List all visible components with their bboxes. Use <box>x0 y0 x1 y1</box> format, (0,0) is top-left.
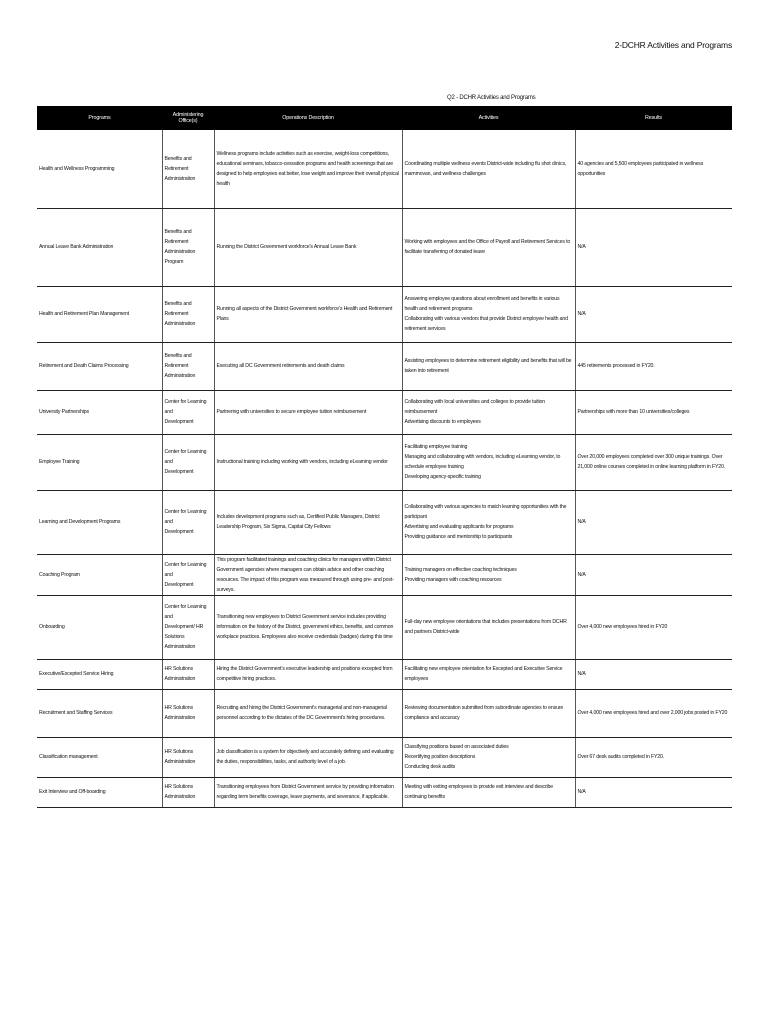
activities-cell <box>402 595 575 659</box>
activities-cell <box>402 208 575 286</box>
office-line: Administration <box>164 321 196 327</box>
program-cell: Onboarding <box>37 595 162 659</box>
activity-line: Providing managers with coaching resources <box>404 576 502 583</box>
activity-line: Training managers on effective coaching techniques <box>404 566 517 573</box>
activity-line: Collaborating with local universities and colleges to provide tuition reimbursement <box>404 399 545 415</box>
program-cell: Classification management <box>37 737 162 777</box>
table-row <box>37 390 732 434</box>
column-header-administering-offices: Administering Office(s) <box>162 106 214 130</box>
table-caption: Q2 - DCHR Activities and Programs <box>447 95 536 101</box>
results-cell: N/A <box>575 777 732 807</box>
administering-office-cell <box>162 689 214 737</box>
activity-line: Working with employees and the Office of Payroll and Retirement Services to facilitate transferring of donated leave <box>404 239 571 255</box>
results-cell: 445 retirements processed in FY20. <box>575 342 732 390</box>
activities-cell <box>402 554 575 595</box>
program-cell: Employee Training <box>37 434 162 490</box>
activities-cell <box>402 659 575 689</box>
activity-line: Coordinating multiple wellness events District-wide including flu shot clinics, mammovan, and wellness challenges <box>404 160 567 177</box>
operations-description-cell: Running the District Government workforce's Annual Leave Bank <box>214 208 402 286</box>
activity-line: Classifying positions based on associated duties <box>404 744 509 750</box>
program-cell: Recruitment and Staffing Services <box>37 689 162 737</box>
table-row <box>37 434 732 490</box>
results-cell: N/A <box>575 208 732 286</box>
office-line: Retirement <box>164 165 189 172</box>
activity-line: Collaborating with various vendors that provide District employee health and retirement services <box>404 316 568 332</box>
office-line: Development <box>164 529 194 535</box>
activities-cell <box>402 689 575 737</box>
office-line: Benefits and <box>164 155 192 162</box>
activity-line: Answering employee questions about enrollment and benefits in various health and retirement programs <box>404 296 560 312</box>
administering-office-cell <box>162 434 214 490</box>
administering-office-cell <box>162 286 214 342</box>
activities-cell <box>402 777 575 807</box>
results-cell: Over 4,000 new employees hired and over 2,000 jobs posted in FY20 <box>575 689 732 737</box>
activities-programs-table <box>37 106 732 808</box>
activity-line: Collaborating with various agencies to match learning opportunities with the participant <box>404 504 567 520</box>
table-row <box>37 689 732 737</box>
program-cell: Exit Interview and Off-boarding <box>37 777 162 807</box>
operations-description-cell: Partnering with universities to secure employee tuition reimbursement <box>214 390 402 434</box>
office-line: Center for Learning and <box>164 561 207 578</box>
administering-office-cell <box>162 659 214 689</box>
office-line: Program <box>164 259 184 265</box>
column-header-operations-description: Operations Description <box>214 106 402 130</box>
results-cell: 40 agencies and 5,500 employees participated in wellness opportunities <box>575 130 732 208</box>
office-line: Center for Learning and <box>164 509 207 525</box>
results-cell: N/A <box>575 659 732 689</box>
program-cell: Executive/Excepted Service Hiring <box>37 659 162 689</box>
results-cell: N/A <box>575 286 732 342</box>
activity-line: Conducting desk audits <box>404 764 456 770</box>
office-line: Administration <box>164 715 196 721</box>
column-header-results: Results <box>575 106 732 130</box>
activity-line: Meeting with exiting employees to provide exit interview and describe continuing benefits <box>404 784 554 800</box>
activity-line: Managing and collaborating with vendors, including eLearning vendor, to schedule employee training <box>404 454 561 470</box>
program-cell: Health and Wellness Programming <box>37 130 162 208</box>
results-cell: Over 4,000 new employees hired in FY20 <box>575 595 732 659</box>
activities-cell <box>402 342 575 390</box>
column-header-programs: Programs <box>37 106 162 130</box>
office-line: HR Solutions <box>164 666 193 672</box>
table-row <box>37 659 732 689</box>
operations-description-cell: Job classification is a system for objectively and accurately defining and evaluating the duties, responsibilities, tasks, and authority level of a job. <box>214 737 402 777</box>
program-cell: Retirement and Death Claims Processing <box>37 342 162 390</box>
activities-cell <box>402 737 575 777</box>
administering-office-cell <box>162 490 214 554</box>
column-header-activities: Activities <box>402 106 575 130</box>
office-line: Benefits and <box>164 229 192 235</box>
administering-office-cell <box>162 342 214 390</box>
results-cell: N/A <box>575 554 732 595</box>
table-row <box>37 130 732 208</box>
office-line: Retirement <box>164 363 189 369</box>
office-line: Benefits and <box>164 353 192 359</box>
office-line: Retirement <box>164 311 189 317</box>
office-line: HR Solutions <box>164 705 193 711</box>
activity-line: Advertising discounts to employees <box>404 419 481 425</box>
office-line: Administration <box>164 759 196 765</box>
office-line: Development/ HR <box>164 624 204 630</box>
operations-description-cell: Executing all DC Government retirements and death claims <box>214 342 402 390</box>
activity-line: Developing agency-specific training <box>404 474 481 480</box>
administering-office-cell <box>162 595 214 659</box>
activity-line: Assisting employees to determine retirement eligibility and benefits that will be taken into retirement <box>404 358 572 374</box>
activities-cell <box>402 390 575 434</box>
administering-office-cell <box>162 777 214 807</box>
office-line: HR Solutions <box>164 784 193 790</box>
office-line: Development <box>164 469 194 475</box>
administering-office-cell <box>162 208 214 286</box>
program-cell: Annual Leave Bank Administration <box>37 208 162 286</box>
operations-description-cell: Recruiting and hiring the District Government's managerial and non-managerial personnel according to the dictates of the DC Government's hiring procedures. <box>214 689 402 737</box>
administering-office-cell <box>162 130 214 208</box>
activity-line: Providing guidance and mentorship to participants <box>404 534 513 540</box>
operations-description-cell: Includes development programs such as, Certified Public Managers, District Leadership Program, Six Sigma, Capital City Fellows <box>214 490 402 554</box>
activities-cell <box>402 490 575 554</box>
activity-line: Recertifying position descriptions <box>404 754 476 760</box>
operations-description-cell: Transitioning new employees to District Government service includes providing information on the history of the District, government ethics, benefits, and common workplace practices. Employees also receive credentials (badges) during this time <box>214 595 402 659</box>
results-cell: N/A <box>575 490 732 554</box>
table-row <box>37 777 732 807</box>
table-header-row <box>37 106 732 130</box>
table-row <box>37 490 732 554</box>
table-row <box>37 342 732 390</box>
office-line: Solutions <box>164 634 185 640</box>
office-line: HR Solutions <box>164 749 193 755</box>
activities-cell <box>402 434 575 490</box>
operations-description-cell: Hiring the District Government's executive leadership and positions excepted from competitive hiring practices. <box>214 659 402 689</box>
page-header: 2-DCHR Activities and Programs <box>614 40 732 50</box>
activity-line: Facilitating employee training <box>404 444 468 450</box>
administering-office-cell <box>162 737 214 777</box>
office-line: Administration <box>164 373 196 379</box>
results-cell: Over 20,000 employees completed over 300 unique trainings. Over 21,000 online courses completed in online learning platform in FY20. <box>575 434 732 490</box>
operations-description-cell: Instructional training including working with vendors, including eLearning vendor <box>214 434 402 490</box>
administering-office-cell <box>162 554 214 595</box>
office-line: Development <box>164 581 194 588</box>
office-line: Administration <box>164 249 196 255</box>
office-line: Development <box>164 419 194 425</box>
activity-line: Reviewing documentation submitted from subordinate agencies to ensure compliance and accuracy <box>404 705 564 721</box>
operations-description-cell: Wellness programs include activities such as exercise, weight-loss competitions, educational seminars, tobacco-cessation programs and health screenings that are designed to help employees eat better, lose weight and improve their overall physical health <box>214 130 402 208</box>
activity-line: Full-day new employee orientations that includes presentations from DCHR and partners District-wide <box>404 619 567 635</box>
activities-cell <box>402 286 575 342</box>
activity-line: Advertising and evaluating applicants for programs <box>404 524 514 530</box>
results-cell: Partnerships with more than 10 universities/colleges <box>575 390 732 434</box>
table-row <box>37 286 732 342</box>
operations-description-cell: This program facilitated trainings and coaching clinics for managers within District Government agencies where managers can obtain advice and other coaching resources. The impact of this program was measured through using pre- and post-surveys. <box>214 554 402 595</box>
office-line: Center for Learning and <box>164 399 207 415</box>
table-row <box>37 595 732 659</box>
office-line: Administration <box>164 175 196 182</box>
office-line: Center for Learning and <box>164 604 207 620</box>
program-cell: Health and Retirement Plan Management <box>37 286 162 342</box>
program-cell: Learning and Development Programs <box>37 490 162 554</box>
office-line: Retirement <box>164 239 189 245</box>
administering-office-cell <box>162 390 214 434</box>
operations-description-cell: Running all aspects of the District Government workforce's Health and Retirement Plans <box>214 286 402 342</box>
table-row <box>37 554 732 595</box>
office-line: Administration <box>164 794 196 800</box>
office-line: Administration <box>164 644 196 650</box>
table-body <box>37 130 732 807</box>
program-cell: Coaching Program <box>37 554 162 595</box>
results-cell: Over 67 desk audits completed in FY20. <box>575 737 732 777</box>
table-row <box>37 737 732 777</box>
table-row <box>37 208 732 286</box>
operations-description-cell: Transitioning employees from District Government service by providing information regarding term benefits coverage, leave payments, and severance, if applicable. <box>214 777 402 807</box>
program-cell: University Partnerships <box>37 390 162 434</box>
office-line: Center for Learning and <box>164 449 207 465</box>
activity-line: Facilitating new employee orientation for Excepted and Executive Service employees <box>404 666 563 682</box>
activities-cell <box>402 130 575 208</box>
office-line: Administration <box>164 676 196 682</box>
office-line: Benefits and <box>164 301 192 307</box>
